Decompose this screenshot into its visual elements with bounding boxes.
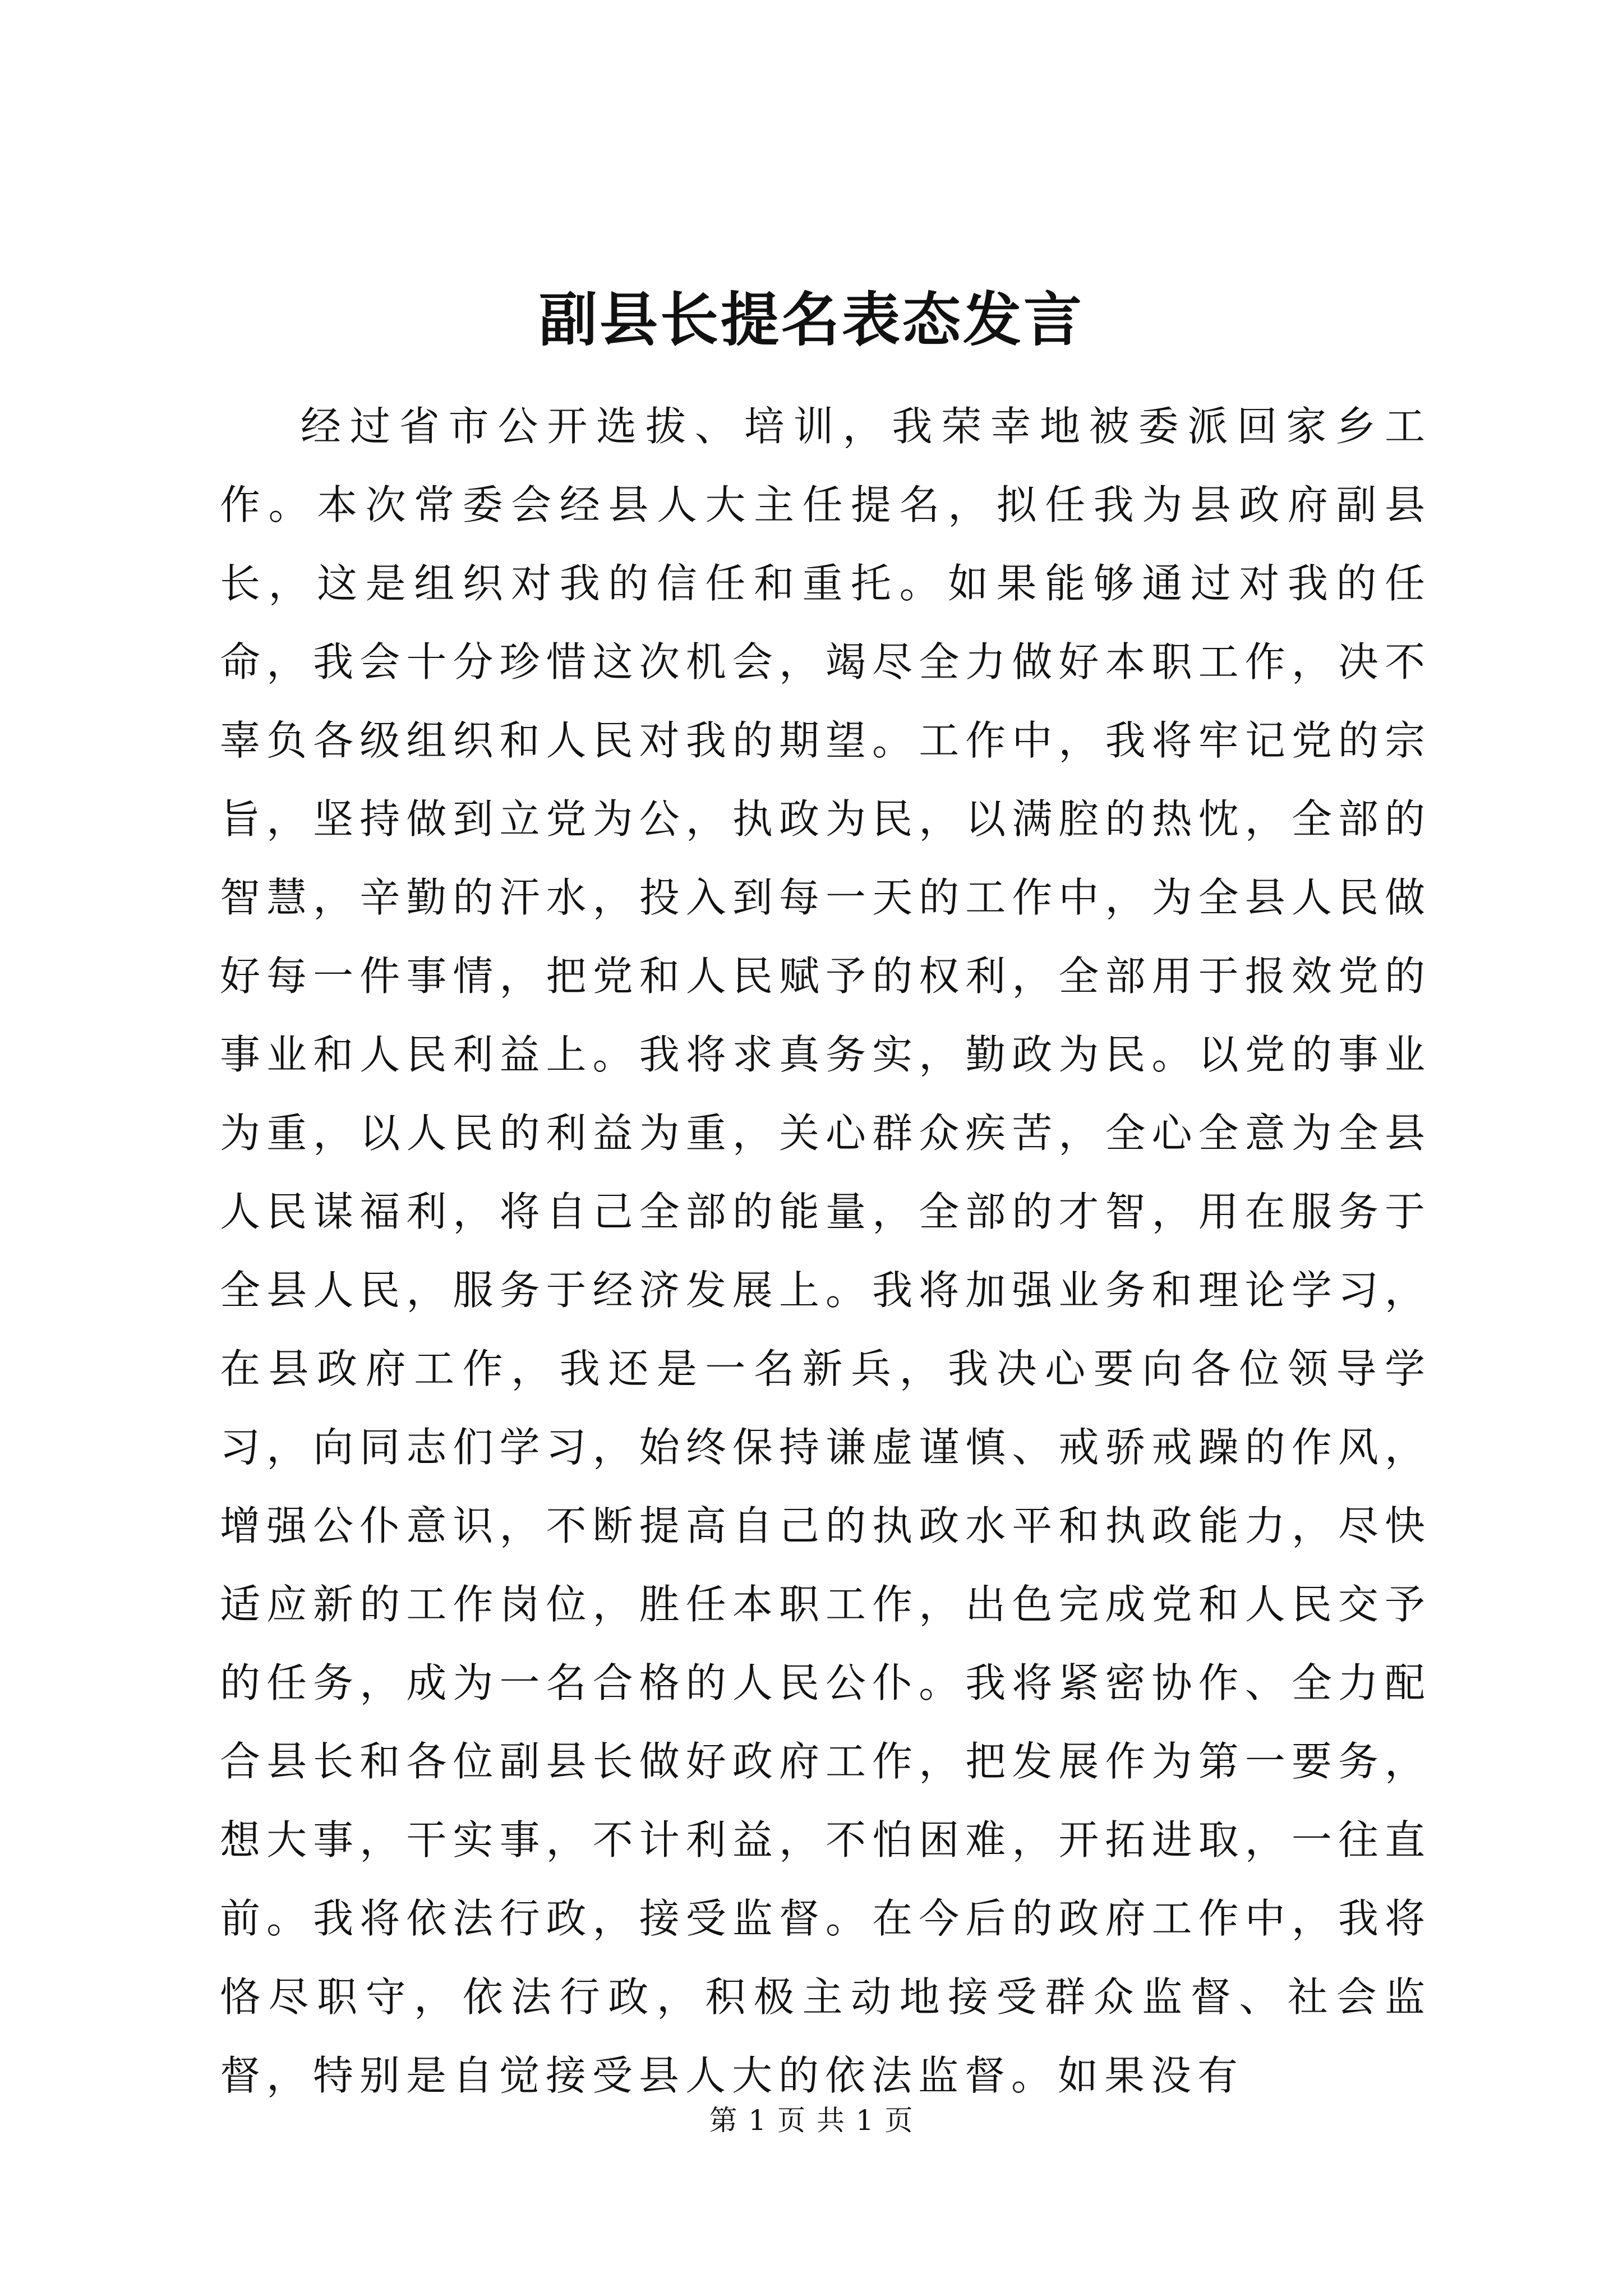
page-number-footer: 第 1 页 共 1 页 xyxy=(709,2104,914,2137)
document-title: 副县长提名表态发言 xyxy=(538,285,1084,354)
body-paragraph: 经过省市公开选拔、培训，我荣幸地被委派回家乡工作。本次常委会经县人大主任提名，拟任我为县政府副县长，这是组织对我的信任和重托。如果能够通过对我的任命，我会十分珍惜这次机会，竭尽全力做好本职工作，决不辜负各级组织和人民对我的期望。工作中，我将牢记党的宗旨，坚持做到立党为公，执政为民，以满腔的热忱，全部的智慧，辛勤的汗水，投入到每一天的工作中，为全县人民做好每一件事情，把党和人民赋予的权利，全部用于报效党的事业和人民利益上。我将求真务实，勤政为民。以党的事业为重，以人民的利益为重，关心群众疾苦，全心全意为全县人民谋福利，将自己全部的能量，全部的才智，用在服务于全县人民，服务于经济发展上。我将加强业务和理论学习，在县政府工作，我还是一名新兵，我决心要向各位领导学习，向同志们学习，始终保持谦虚谨慎、戒骄戒躁的作风，增强公仆意识，不断提高自己的执政水平和执政能力，尽快适应新的工作岗位，胜任本职工作，出色完成党和人民交予的任务，成为一名合格的人民公仆。我将紧密协作、全力配合县长和各位副县长做好政府工作，把发展作为第一要务，想大事，干实事，不计利益，不怕困难，开拓进取，一往直前。我将依法行政，接受监督。在今后的政府工作中，我将恪尽职守，依法行政，积极主动地接受群众监督、社会监督，特别是自觉接受县人大的依法监督。如果没有 xyxy=(220,403,1431,2099)
